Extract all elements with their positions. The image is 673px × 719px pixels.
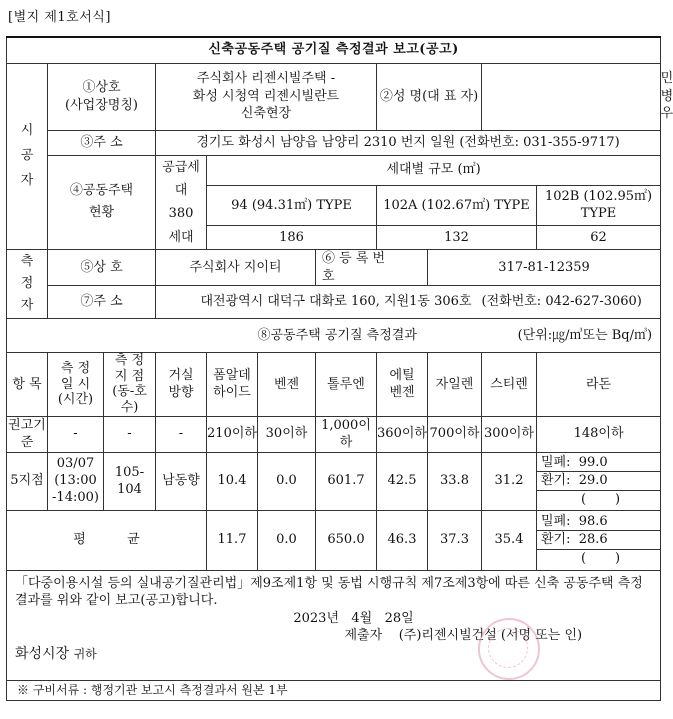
site-xylene: 33.8 bbox=[428, 452, 482, 510]
constructor-name-value: 주식회사 리젠시빌주택 - 화성 시청역 리젠시빌란트 신축현장 bbox=[156, 63, 377, 130]
col-styrene: 스티렌 bbox=[482, 353, 537, 416]
type-102b: 102B (102.95㎡) TYPE bbox=[537, 185, 661, 226]
report-date: 2023년 4월 28일 bbox=[293, 610, 414, 626]
type-102a: 102A (102.67㎡) TYPE bbox=[377, 185, 537, 226]
col-benzene: 벤젠 bbox=[258, 353, 316, 416]
average-radon bbox=[537, 510, 661, 570]
official-seal-stamp bbox=[478, 618, 540, 680]
standard-benzene: 30이하 bbox=[258, 416, 316, 452]
col-radon: 라돈 bbox=[537, 353, 661, 416]
measurer-section-label: 측 정 자 bbox=[7, 250, 48, 319]
housing-label: ④공동주택 현황 bbox=[48, 155, 156, 250]
standard-ethylbenzene: 360이하 bbox=[377, 416, 428, 452]
registration-label: ⑥ 등 록 번 호 bbox=[316, 250, 428, 286]
site-direction: 남동향 bbox=[156, 452, 207, 510]
representative-label: ②성 명(대 표 자) bbox=[377, 63, 482, 130]
average-radon-ventilated: 환기: 28.6 bbox=[537, 531, 660, 550]
registration-value: 317-81-12359 bbox=[428, 250, 661, 286]
standard-xylene: 700이하 bbox=[428, 416, 482, 452]
notice-text: 「다중이용시설 등의 실내공기질관리법」제9조제1항 및 동법 시행규칙 제7조제3항에 따른 신축 공동주택 측정결과를 위와 같이 보고(공고)합니다. bbox=[15, 575, 643, 609]
site-location: 105-104 bbox=[104, 452, 156, 510]
standard-radon: 148이하 bbox=[537, 416, 661, 452]
results-header: ⑧공동주택 공기질 측정결과 bbox=[258, 319, 482, 353]
average-styrene: 35.4 bbox=[482, 510, 537, 570]
form-label: [별지 제1호서식] bbox=[8, 10, 111, 25]
count-102b: 62 bbox=[537, 226, 661, 250]
average-label: 평 균 bbox=[7, 510, 207, 570]
site-radon-sealed: 밀폐: 99.0 bbox=[537, 454, 660, 473]
col-formaldehyde: 폼알데 하이드 bbox=[207, 353, 258, 416]
constructor-address-value: 경기도 화성시 남양읍 남양리 2310 번지 일원 (전화번호: 031-355-9717) bbox=[156, 130, 661, 155]
count-94: 186 bbox=[207, 226, 377, 250]
col-ethylbenzene: 에틸 벤젠 bbox=[377, 353, 428, 416]
col-xylene: 자일렌 bbox=[428, 353, 482, 416]
report-title: 신축공동주택 공기질 측정결과 보고(공고) bbox=[7, 37, 661, 63]
site-styrene: 31.2 bbox=[482, 452, 537, 510]
supply-units: 공급세대 380 세대 bbox=[156, 155, 207, 250]
average-formaldehyde: 11.7 bbox=[207, 510, 258, 570]
site-radon-ventilated: 환기: 29.0 bbox=[537, 472, 660, 491]
standard-formaldehyde: 210이하 bbox=[207, 416, 258, 452]
average-ethylbenzene: 46.3 bbox=[377, 510, 428, 570]
measurer-phone: (전화번호: 042-627-3060) bbox=[482, 286, 661, 319]
col-location: 측 정 지 점 (동-호수) bbox=[104, 353, 156, 416]
site-formaldehyde: 10.4 bbox=[207, 452, 258, 510]
average-radon-note: ( ) bbox=[581, 550, 621, 566]
col-item: 항 목 bbox=[7, 353, 48, 416]
col-toluene: 톨루엔 bbox=[316, 353, 377, 416]
units-size-label: 세대별 규모 (㎡) bbox=[207, 155, 661, 185]
count-102a: 132 bbox=[377, 226, 537, 250]
col-direction: 거실 방향 bbox=[156, 353, 207, 416]
standard-toluene: 1,000이하 bbox=[316, 416, 377, 452]
notice-block bbox=[7, 570, 661, 680]
constructor-name-label: ①상호 (사업장명칭) bbox=[48, 63, 156, 130]
average-radon-sealed: 밀폐: 98.6 bbox=[537, 513, 660, 532]
constructor-address-label: ③주 소 bbox=[48, 130, 156, 155]
report-table: 신축공동주택 공기질 측정결과 보고(공고) 시 공 자 ①상호 (사업장명칭) 주식회사 리젠시빌주택 - 화성 시청역 리젠시빌란트 신축현장 ②성 명(대 표 자) 민 병 우 ③주 소 경기도 화성시 남양읍 남양리 2310 번지 일원 (전화번호: 031-355-9717) ④공동주택 현황 공급세대 380 세대 세대별 규모 (㎡) 94 (94.31㎡) TYPE 102A (102.67㎡) TYPE 102B (102.95㎡) TYPE 186 132 62 측 정 자 ⑤상 호 주식회사 지이티 ⑥ 등 록 번 호 317-81-12359 ⑦주 소 대전광역시 대덕구 대화로 160, 지원1동 306호 (전화번호: 042-627-3060) ⑧공동주택 공기질 측정결과 (단위:㎍/㎥또는 Bq/㎥) 항 목 측 정 일 시 (시간) 측 정 지 점 (동-호수) 거실 방향 폼알데 하이드 벤젠 톨루엔 에틸 벤젠 자일렌 스티렌 라돈 권고기준 - - - 210이하 30이하 1,000이하 360이하 700이하 300이하 148이하 5지점 03/07 (13:00 -14:00) 105-104 남동향 10.4 0.0 601.7 42.5 33.8 31.2 밀폐: 99.0 환기: 29.0 ( ) 평 균 11.7 0.0 650.0 46.3 37.3 35.4 밀폐: 98.6 환기: 28.6 ( ) 「다중이용시설 등의 실내공기질관리법」제9조제1항 및 동법 시행규칙 제7조제3항에 따른 신축 공동주택 측정결과를 위와 같이 보고(공고)합니다. 2023년 4월 28일 제출자 (주)리젠시빌건설 (서명 또는 인) 화성시장 귀하 ※ 구비서류 : 행정기관 보고시 측정결과서 원본 1부 bbox=[6, 36, 661, 701]
results-unit: (단위:㎍/㎥또는 Bq/㎥) bbox=[482, 319, 661, 353]
average-toluene: 650.0 bbox=[316, 510, 377, 570]
attachment-note: ※ 구비서류 : 행정기관 보고시 측정결과서 원본 1부 bbox=[7, 680, 661, 700]
site-toluene: 601.7 bbox=[316, 452, 377, 510]
measurer-name-value: 주식회사 지이티 bbox=[156, 250, 316, 286]
standard-location: - bbox=[104, 416, 156, 452]
recipient-suffix: 귀하 bbox=[73, 646, 97, 661]
measurer-address-label: ⑦주 소 bbox=[48, 286, 156, 319]
average-benzene: 0.0 bbox=[258, 510, 316, 570]
site-ethylbenzene: 42.5 bbox=[377, 452, 428, 510]
measurer-address-value: 대전광역시 대덕구 대화로 160, 지원1동 306호 bbox=[156, 286, 482, 319]
site-radon bbox=[537, 452, 661, 510]
submitter: 제출자 (주)리젠시빌건설 (서명 또는 인) bbox=[344, 628, 583, 644]
constructor-section-label: 시 공 자 bbox=[7, 63, 48, 250]
site-datetime: 03/07 (13:00 -14:00) bbox=[48, 452, 104, 510]
recipient: 화성시장 bbox=[15, 645, 70, 662]
col-datetime: 측 정 일 시 (시간) bbox=[48, 353, 104, 416]
site-radon-note: ( ) bbox=[581, 491, 621, 507]
recipient-line bbox=[15, 645, 652, 664]
standard-direction: - bbox=[156, 416, 207, 452]
standard-styrene: 300이하 bbox=[482, 416, 537, 452]
site-label: 5지점 bbox=[7, 452, 48, 510]
standard-datetime: - bbox=[48, 416, 104, 452]
type-94: 94 (94.31㎡) TYPE bbox=[207, 185, 377, 226]
measurer-name-label: ⑤상 호 bbox=[48, 250, 156, 286]
standard-label: 권고기준 bbox=[7, 416, 48, 452]
average-xylene: 37.3 bbox=[428, 510, 482, 570]
site-benzene: 0.0 bbox=[258, 452, 316, 510]
